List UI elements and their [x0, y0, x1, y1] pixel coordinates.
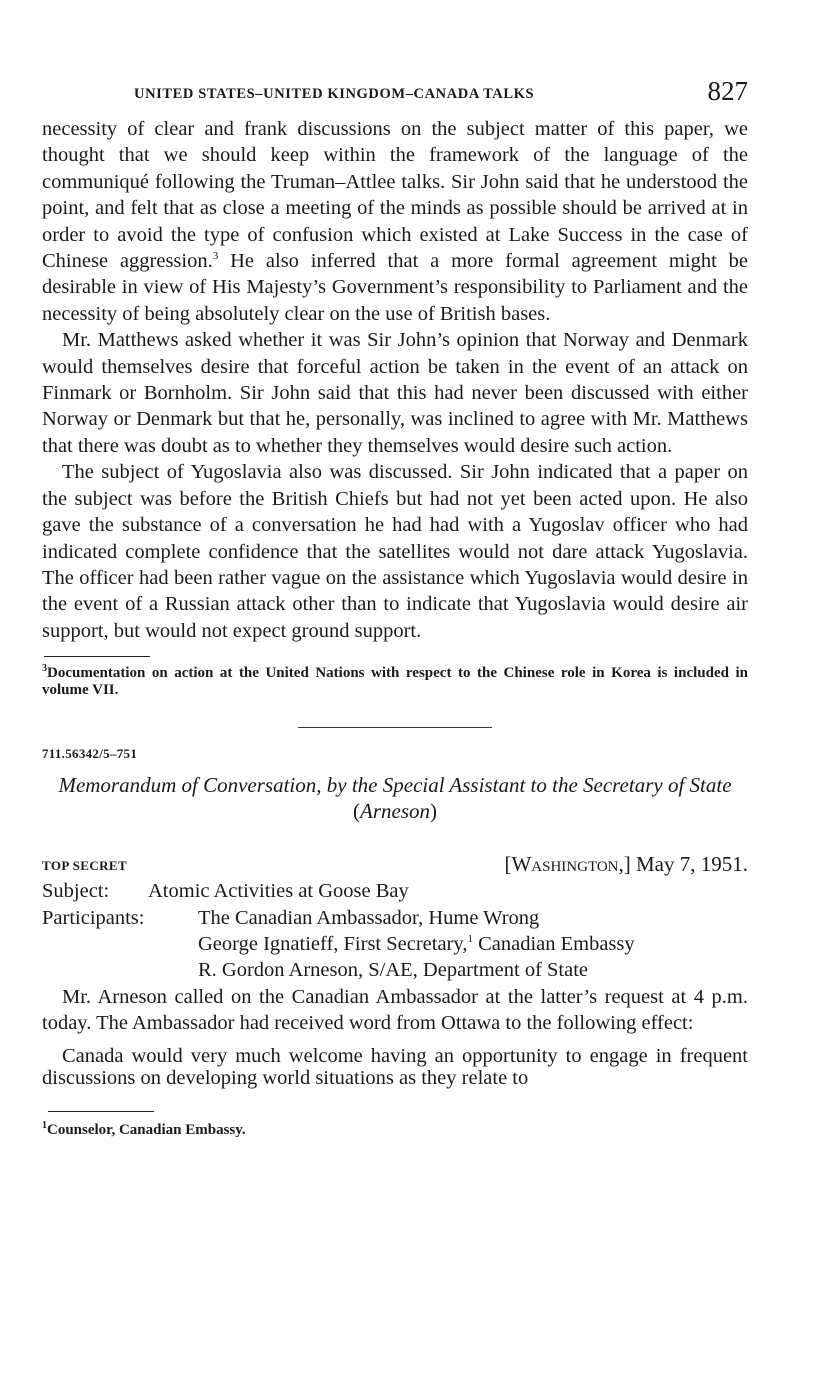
- place: [Washington,]: [504, 852, 631, 877]
- memo-title-paren-close: ): [430, 799, 437, 824]
- paragraph-1-tail: He also inferred that a more formal agreement might be desirable in view of His Majesty’s Government’s responsibility to Parliament and the necessity of being absolutely clear on the use of British bases.: [42, 250, 748, 325]
- running-title: UNITED STATES–UNITED KINGDOM–CANADA TALKS: [134, 86, 535, 102]
- participants-label: Participants:: [42, 906, 145, 929]
- participants-list: [198, 905, 748, 984]
- memo-title-paren-open: (: [353, 799, 360, 824]
- footnote-divider-bottom: [48, 1111, 154, 1112]
- paragraph-2: Mr. Matthews asked whether it was Sir John’s opinion that Norway and Denmark would themselves desire that forceful action be taken in the event of an attack on Finmark or Bornholm. Sir John said that this had never been discussed with either Norway or Denmark but that he, personally, was inclined to agree with Mr. Matthews that there was doubt as to whether they themselves would desire such action.: [42, 329, 748, 457]
- memo-title: [42, 772, 748, 824]
- file-number: 711.56342/5–751: [42, 746, 138, 762]
- paragraph-1-text: necessity of clear and frank discussions on the subject matter of this paper, we thought that we should keep within the framework of the language of the communiqué following the Truman–Attlee talks. Sir John said that he understood the point, and felt that as close a meeting of the minds as possible should be arrived at in order to avoid the type of confusion which existed at Lake Success in the case of Chinese aggression.: [42, 118, 748, 273]
- page-number: 827: [707, 76, 748, 106]
- subject-label: Subject:: [42, 880, 110, 903]
- participant-3: R. Gordon Arneson, S/AE, Department of State: [198, 959, 589, 982]
- classification: TOP SECRET: [42, 858, 128, 874]
- footnote-3-text: Documentation on action at the United Nations with respect to the Chinese role in Korea is included in volume VII.: [42, 665, 748, 699]
- footnote-ref-1[interactable]: 1: [467, 933, 473, 946]
- date: May 7, 1951.: [636, 852, 748, 877]
- memo-header-row: [42, 852, 748, 878]
- paragraph-intro: Mr. Arneson called on the Canadian Ambassador at the latter’s request at 4 p.m. today. The Ambassador had received word from Ottawa to the following effect:: [42, 985, 748, 1035]
- subject-value: Atomic Activities at Goose Bay: [148, 880, 409, 903]
- document-page: [42, 76, 748, 1139]
- footnote-1: [42, 1119, 748, 1139]
- participant-1: The Canadian Ambassador, Hume Wrong: [198, 906, 540, 929]
- footnote-ref-3[interactable]: 3: [212, 250, 219, 263]
- dateline: [504, 852, 748, 877]
- footnote-3-marker: 3: [42, 663, 47, 675]
- subject-row: [42, 878, 748, 904]
- running-head: [42, 76, 748, 116]
- section-separator: [298, 727, 492, 728]
- participants-row: [42, 905, 748, 984]
- paragraph-continued: [42, 116, 748, 327]
- footnote-1-text: Counselor, Canadian Embassy.: [47, 1121, 246, 1138]
- footnote-divider: [44, 656, 150, 657]
- footnote-1-marker: 1: [42, 1119, 47, 1131]
- footnote-3: [42, 665, 748, 699]
- paragraph-3: The subject of Yugoslavia also was discussed. Sir John indicated that a paper on the subject was before the British Chiefs but had not yet been acted upon. He also gave the substance of a conversation he had had with a Yugoslav officer who had indicated complete confidence that the satellites would not dare attack Yugoslavia. The officer had been rather vague on the assistance which Yugoslavia would desire in the event of a Russian attack other than to indicate that Yugoslavia would desire air support, but would not expect ground support.: [42, 461, 748, 642]
- participant-2: George Ignatieff, First Secretary,$^1$ Canadian Embassy: [198, 932, 635, 955]
- memo-title-name: Arneson: [360, 799, 430, 824]
- memo-title-italic: Memorandum of Conversation, by the Special Assistant to the Secretary of State: [58, 773, 732, 798]
- quoted-message: Canada would very much welcome having an opportunity to engage in frequent discussions on developing world situations as they relate to: [42, 1044, 748, 1089]
